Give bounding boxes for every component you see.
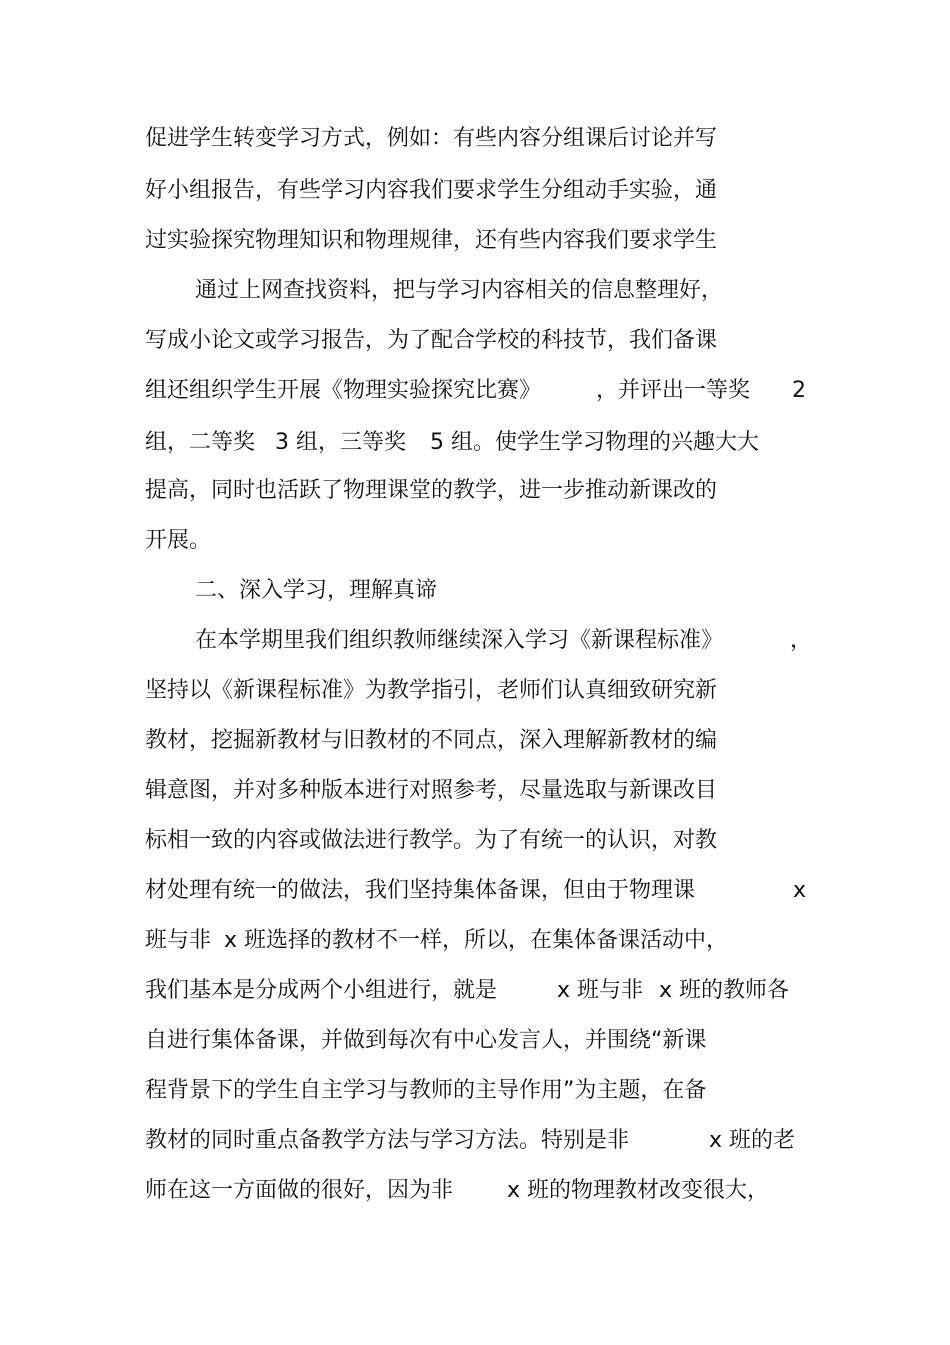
text-line bbox=[0, 1180, 950, 1230]
text-line bbox=[0, 530, 950, 580]
text-segment: 好小组报告，有些学习内容我们要求学生分组动手实验，通 bbox=[145, 178, 718, 203]
section-heading bbox=[0, 580, 950, 630]
text-segment: 我们基本是分成两个小组进行，就是 bbox=[145, 978, 498, 1003]
text-line bbox=[0, 730, 950, 780]
text-segment: 提高，同时也活跃了物理课堂的教学，进一步推动新课改的 bbox=[145, 478, 718, 503]
text-segment: 通过上网查找资料，把与学习内容相关的信息整理好， bbox=[195, 278, 724, 303]
text-line bbox=[0, 880, 950, 930]
text-line bbox=[0, 128, 950, 178]
text-segment: ， bbox=[790, 628, 813, 653]
text-segment: 写成小论文或学习报告，为了配合学校的科技节，我们备课 bbox=[145, 328, 718, 353]
text-segment: x 班与非 bbox=[557, 978, 644, 1003]
text-line bbox=[0, 230, 950, 280]
text-segment: 程背景下的学生自主学习与教师的主导作用”为主题，在备 bbox=[145, 1078, 707, 1103]
text-segment: 标相一致的内容或做法进行教学。为了有统一的认识，对教 bbox=[145, 828, 718, 853]
text-segment: 5 组。使学生学习物理的兴趣大大 bbox=[430, 430, 759, 455]
text-segment: 组，二等奖 bbox=[145, 430, 256, 455]
text-line bbox=[0, 930, 950, 980]
text-segment: 材处理有统一的做法，我们坚持集体备课，但由于物理课 bbox=[145, 878, 696, 903]
heading-text: 二、深入学习，理解真谛 bbox=[195, 578, 438, 603]
text-segment: 自进行集体备课，并做到每次有中心发言人，并围绕“新课 bbox=[145, 1028, 707, 1053]
text-segment: 3 组，三等奖 bbox=[275, 430, 406, 455]
text-segment: 辑意图，并对多种版本进行对照参考，尽量选取与新课改目 bbox=[145, 778, 718, 803]
text-segment: 在本学期里我们组织教师继续深入学习《新课程标准》 bbox=[195, 628, 724, 653]
text-segment: x 班的物理教材改变很大， bbox=[507, 1178, 770, 1203]
text-segment: ，并评出一等奖 bbox=[596, 378, 751, 403]
text-line bbox=[0, 680, 950, 730]
text-line bbox=[0, 780, 950, 830]
text-line bbox=[0, 280, 950, 330]
text-segment: x bbox=[793, 878, 807, 903]
text-line bbox=[0, 1030, 950, 1080]
text-line bbox=[0, 980, 950, 1030]
text-segment: 促进学生转变学习方式，例如：有些内容分组课后讨论并写 bbox=[145, 126, 718, 151]
text-segment: 师在这一方面做的很好，因为非 bbox=[145, 1178, 454, 1203]
text-segment: 过实验探究物理知识和物理规律，还有些内容我们要求学生 bbox=[145, 228, 718, 253]
text-segment: 班与非 bbox=[145, 928, 212, 953]
text-segment: x 班选择的教材不一样，所以，在集体备课活动中， bbox=[224, 928, 729, 953]
text-line bbox=[0, 180, 950, 230]
text-line bbox=[0, 830, 950, 880]
text-segment: 坚持以《新课程标准》为教学指引，老师们认真细致研究新 bbox=[145, 678, 718, 703]
text-line bbox=[0, 630, 950, 680]
text-segment: 2 bbox=[792, 378, 806, 403]
text-segment: 组还组织学生开展《物理实验探究比赛》 bbox=[145, 378, 542, 403]
text-segment: x 班的老 bbox=[709, 1128, 796, 1153]
text-line bbox=[0, 380, 950, 430]
text-line bbox=[0, 1130, 950, 1180]
text-line bbox=[0, 330, 950, 380]
text-segment: x 班的教师各 bbox=[659, 978, 790, 1003]
text-line bbox=[0, 480, 950, 530]
text-segment: 教材，挖掘新教材与旧教材的不同点，深入理解新教材的编 bbox=[145, 728, 718, 753]
text-segment: 教材的同时重点备教学方法与学习方法。特别是非 bbox=[145, 1128, 630, 1153]
text-segment: 开展。 bbox=[145, 528, 212, 553]
text-line bbox=[0, 432, 950, 482]
text-line bbox=[0, 1080, 950, 1130]
